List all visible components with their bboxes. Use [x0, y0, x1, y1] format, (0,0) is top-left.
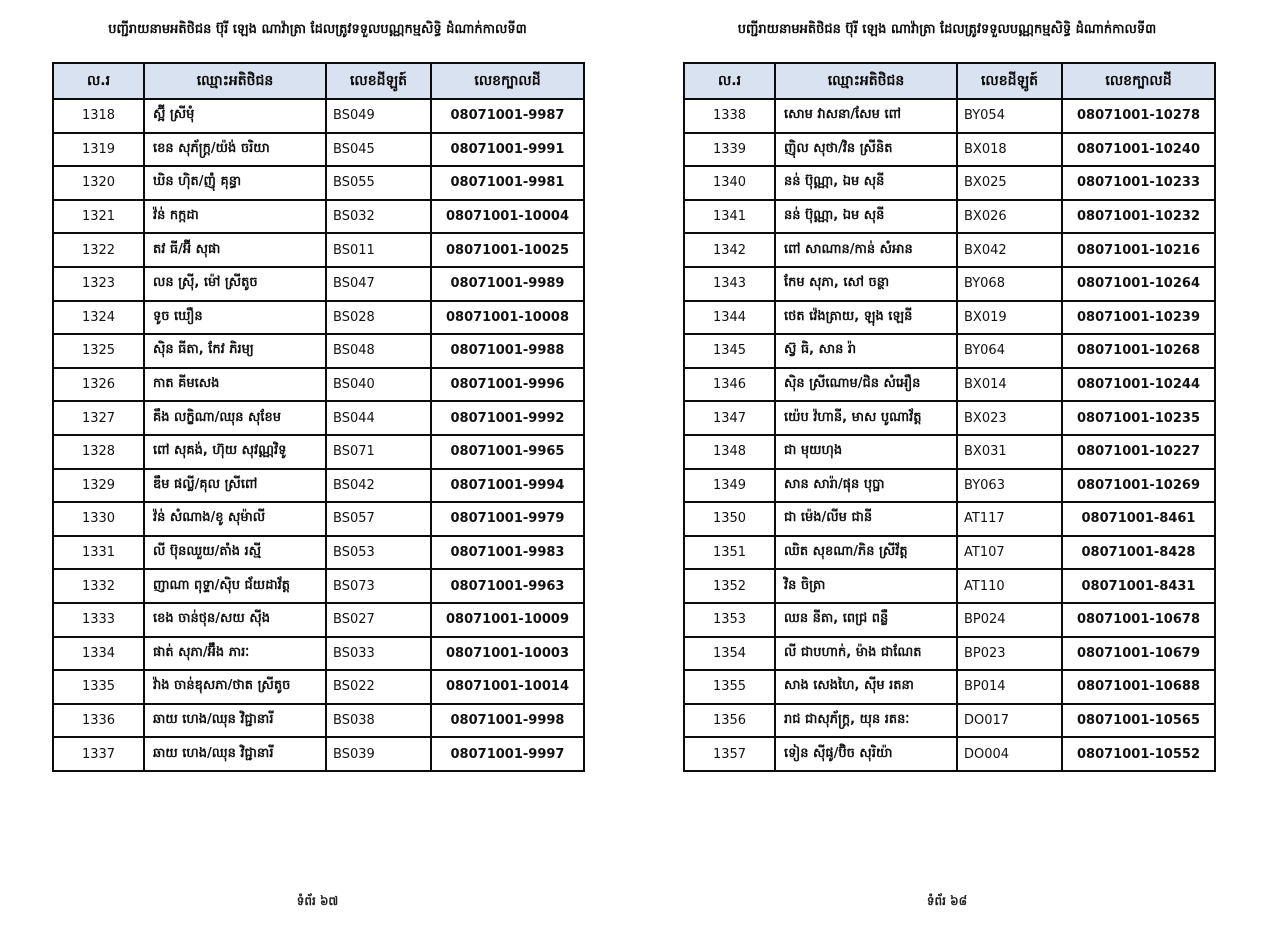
table-row [684, 301, 1215, 335]
customer-name-cell: ខេន សុភ័ក្ត្រ/យ៉ង់ ចរិយា [144, 133, 326, 167]
lot-number-cell: BS047 [326, 267, 431, 301]
table-row [684, 99, 1215, 133]
lot-number-cell: DO017 [957, 704, 1062, 738]
customer-name-cell: ញ៉ិល សុថា/វិន ស្រីនិត [775, 133, 957, 167]
parcel-number-cell: 08071001-10244 [1062, 368, 1215, 402]
lot-number-cell: BX019 [957, 301, 1062, 335]
row-number-cell: 1344 [684, 301, 775, 335]
parcel-number-cell: 08071001-10688 [1062, 670, 1215, 704]
table-row [53, 233, 584, 267]
parcel-number-cell: 08071001-10235 [1062, 401, 1215, 435]
customer-name-cell: ជា មុយហុង [775, 435, 957, 469]
customer-name-cell: លី ប៊ុនឈួយ/តាំង រស្មី [144, 536, 326, 570]
lot-number-cell: BS057 [326, 502, 431, 536]
parcel-number-cell: 08071001-9988 [431, 334, 584, 368]
customer-name-cell: លី ជាបហាក់, ម៉ាង ជាណែត [775, 637, 957, 671]
parcel-number-cell: 08071001-10240 [1062, 133, 1215, 167]
lot-number-cell: BX023 [957, 401, 1062, 435]
parcel-number-cell: 08071001-10003 [431, 637, 584, 671]
lot-number-cell: BS028 [326, 301, 431, 335]
parcel-number-cell: 08071001-9996 [431, 368, 584, 402]
row-number-cell: 1345 [684, 334, 775, 368]
page-left [52, 14, 583, 908]
lot-number-cell: BS032 [326, 200, 431, 234]
column-header-parcel-number: លេខក្បាលដី [431, 63, 584, 99]
table-row [684, 166, 1215, 200]
customer-name-cell: ស្អ៊ី ស្រីមុំ [144, 99, 326, 133]
customer-table-left [52, 62, 585, 772]
column-header-lot-number: លេខដីឡូត៍ [957, 63, 1062, 99]
row-number-cell: 1319 [53, 133, 144, 167]
customer-table-right [683, 62, 1216, 772]
table-row [53, 334, 584, 368]
row-number-cell: 1342 [684, 233, 775, 267]
lot-number-cell: AT117 [957, 502, 1062, 536]
table-row [684, 133, 1215, 167]
parcel-number-cell: 08071001-10278 [1062, 99, 1215, 133]
table-row [684, 200, 1215, 234]
customer-name-cell: វិន ចិត្រា [775, 569, 957, 603]
row-number-cell: 1348 [684, 435, 775, 469]
lot-number-cell: BS040 [326, 368, 431, 402]
row-number-cell: 1353 [684, 603, 775, 637]
column-header-customer-name: ឈ្មោះអតិថិជន [144, 63, 326, 99]
lot-number-cell: BS027 [326, 603, 431, 637]
table-row [53, 368, 584, 402]
lot-number-cell: BP024 [957, 603, 1062, 637]
table-row [53, 469, 584, 503]
customer-name-cell: ឌឹម ផល្លី/គុល ស្រីពៅ [144, 469, 326, 503]
lot-number-cell: BX042 [957, 233, 1062, 267]
customer-name-cell: នន់ ប៊ុណ្ណា, ឯម សុនី [775, 200, 957, 234]
lot-number-cell: BX025 [957, 166, 1062, 200]
row-number-cell: 1355 [684, 670, 775, 704]
row-number-cell: 1347 [684, 401, 775, 435]
row-number-cell: 1327 [53, 401, 144, 435]
parcel-number-cell: 08071001-9994 [431, 469, 584, 503]
row-number-cell: 1334 [53, 637, 144, 671]
lot-number-cell: BY068 [957, 267, 1062, 301]
lot-number-cell: BX014 [957, 368, 1062, 402]
table-row [684, 737, 1215, 771]
parcel-number-cell: 08071001-10679 [1062, 637, 1215, 671]
parcel-number-cell: 08071001-9983 [431, 536, 584, 570]
customer-name-cell: ឆាយ ហេង/ឈុន វិជ្ជានារី [144, 737, 326, 771]
customer-name-cell: ជា ម៉េង/លីម ជានី [775, 502, 957, 536]
table-row [684, 569, 1215, 603]
parcel-number-cell: 08071001-8431 [1062, 569, 1215, 603]
customer-name-cell: សាន សារ៉ា/ផុន បុប្ផា [775, 469, 957, 503]
parcel-number-cell: 08071001-10268 [1062, 334, 1215, 368]
parcel-number-cell: 08071001-9981 [431, 166, 584, 200]
row-number-cell: 1324 [53, 301, 144, 335]
customer-name-cell: លន ស្រ៊ី, ម៉ៅ ស្រីតូច [144, 267, 326, 301]
lot-number-cell: DO004 [957, 737, 1062, 771]
row-number-cell: 1331 [53, 536, 144, 570]
customer-name-cell: ញាណា ពុទ្ទា/ស៊ិប ជ័យដាវ័ត្ត [144, 569, 326, 603]
parcel-number-cell: 08071001-8428 [1062, 536, 1215, 570]
table-row [684, 603, 1215, 637]
row-number-cell: 1343 [684, 267, 775, 301]
parcel-number-cell: 08071001-9989 [431, 267, 584, 301]
row-number-cell: 1325 [53, 334, 144, 368]
customer-name-cell: ទៀន ស៊ីផូ/ប៊ិច សុរិយ៉ា [775, 737, 957, 771]
customer-name-cell: សាង សេងហៃ, ស៊ីម រតនា [775, 670, 957, 704]
table-row [53, 637, 584, 671]
column-header-customer-name: ឈ្មោះអតិថិជន [775, 63, 957, 99]
row-number-cell: 1326 [53, 368, 144, 402]
table-row [53, 99, 584, 133]
parcel-number-cell: 08071001-10565 [1062, 704, 1215, 738]
table-row [53, 401, 584, 435]
customer-name-cell: សោម វាសនា/សែម ពៅ [775, 99, 957, 133]
row-number-cell: 1350 [684, 502, 775, 536]
lot-number-cell: BS042 [326, 469, 431, 503]
parcel-number-cell: 08071001-10014 [431, 670, 584, 704]
table-row [684, 267, 1215, 301]
column-header-parcel-number: លេខក្បាលដី [1062, 63, 1215, 99]
table-row [53, 435, 584, 469]
customer-name-cell: គឹង លក្ខិណា/ឈុន សុខែម [144, 401, 326, 435]
table-row [53, 704, 584, 738]
table-row [53, 536, 584, 570]
parcel-number-cell: 08071001-9987 [431, 99, 584, 133]
parcel-number-cell: 08071001-9963 [431, 569, 584, 603]
lot-number-cell: BP014 [957, 670, 1062, 704]
table-header-row [684, 63, 1215, 99]
lot-number-cell: BS022 [326, 670, 431, 704]
customer-name-cell: រាជ ជាសុភ័ក្ត្រ, យុន រតនៈ [775, 704, 957, 738]
row-number-cell: 1336 [53, 704, 144, 738]
lot-number-cell: BS055 [326, 166, 431, 200]
customer-name-cell: ស៊ិន ធីតា, កែវ ភិរម្យ [144, 334, 326, 368]
table-row [684, 536, 1215, 570]
page-right [683, 14, 1211, 908]
table-row [684, 670, 1215, 704]
customer-name-cell: វ៉ន់ សំណាង/ខូ សុម៉ាលី [144, 502, 326, 536]
row-number-cell: 1346 [684, 368, 775, 402]
table-row [53, 200, 584, 234]
table-row [684, 368, 1215, 402]
column-header-row-number: ល.រ [53, 63, 144, 99]
parcel-number-cell: 08071001-9991 [431, 133, 584, 167]
row-number-cell: 1341 [684, 200, 775, 234]
customer-name-cell: ខេង ចាន់ថុន/សយ ស៊ីង [144, 603, 326, 637]
table-row [684, 704, 1215, 738]
table-header-row [53, 63, 584, 99]
lot-number-cell: BX026 [957, 200, 1062, 234]
lot-number-cell: BS033 [326, 637, 431, 671]
page-title: បញ្ជីរាយនាមអតិថិជន ប៊ុរី ឡេង ណាវ៉ាត្រា ដែលត្រូវទទួលបណ្ណកម្មសិទ្ធិ ដំណាក់កាលទី៣ [737, 22, 1157, 37]
customer-name-cell: ស៊ិន ស្រីណោម/ជិន សំអឿន [775, 368, 957, 402]
lot-number-cell: BY064 [957, 334, 1062, 368]
row-number-cell: 1357 [684, 737, 775, 771]
row-number-cell: 1339 [684, 133, 775, 167]
parcel-number-cell: 08071001-9992 [431, 401, 584, 435]
row-number-cell: 1337 [53, 737, 144, 771]
row-number-cell: 1322 [53, 233, 144, 267]
table-row [53, 166, 584, 200]
customer-name-cell: ទូច ឃឿន [144, 301, 326, 335]
table-row [53, 670, 584, 704]
table-row [684, 334, 1215, 368]
customer-name-cell: កាត គីមសេង [144, 368, 326, 402]
lot-number-cell: BS048 [326, 334, 431, 368]
parcel-number-cell: 08071001-10233 [1062, 166, 1215, 200]
row-number-cell: 1338 [684, 99, 775, 133]
lot-number-cell: BS053 [326, 536, 431, 570]
table-row [684, 233, 1215, 267]
lot-number-cell: BX031 [957, 435, 1062, 469]
lot-number-cell: BP023 [957, 637, 1062, 671]
parcel-number-cell: 08071001-10264 [1062, 267, 1215, 301]
customer-name-cell: វ៉ន់ កក្កដា [144, 200, 326, 234]
parcel-number-cell: 08071001-10004 [431, 200, 584, 234]
lot-number-cell: BY063 [957, 469, 1062, 503]
customer-name-cell: វ៉ាង ចាន់ឌុសភា/ថាត ស្រីតូច [144, 670, 326, 704]
page-title: បញ្ជីរាយនាមអតិថិជន ប៊ុរី ឡេង ណាវ៉ាត្រា ដែលត្រូវទទួលបណ្ណកម្មសិទ្ធិ ដំណាក់កាលទី៣ [108, 22, 527, 37]
customer-name-cell: តវ ធី/អ៊ី សុផា [144, 233, 326, 267]
row-number-cell: 1351 [684, 536, 775, 570]
parcel-number-cell: 08071001-10232 [1062, 200, 1215, 234]
row-number-cell: 1328 [53, 435, 144, 469]
table-row [53, 569, 584, 603]
customer-name-cell: ឈន នីតា, ពេជ្រ ពន្លឺ [775, 603, 957, 637]
page-number-right: ទំព័រ ៦៨ [926, 894, 968, 908]
lot-number-cell: BS044 [326, 401, 431, 435]
parcel-number-cell: 08071001-10269 [1062, 469, 1215, 503]
table-row [684, 502, 1215, 536]
table-row [53, 301, 584, 335]
table-row [53, 737, 584, 771]
table-row [53, 502, 584, 536]
customer-name-cell: ពៅ សុគង់, ហ៊ុយ សុវណ្ណវិទូ [144, 435, 326, 469]
parcel-number-cell: 08071001-10552 [1062, 737, 1215, 771]
lot-number-cell: BS071 [326, 435, 431, 469]
lot-number-cell: BX018 [957, 133, 1062, 167]
customer-name-cell: ឈិត សុខណា/ភិន ស្រីវ័ត្ត [775, 536, 957, 570]
parcel-number-cell: 08071001-10025 [431, 233, 584, 267]
parcel-number-cell: 08071001-9979 [431, 502, 584, 536]
row-number-cell: 1335 [53, 670, 144, 704]
row-number-cell: 1330 [53, 502, 144, 536]
parcel-number-cell: 08071001-9997 [431, 737, 584, 771]
customer-name-cell: ស៊្វ ធិ, សាន រ៉ា [775, 334, 957, 368]
row-number-cell: 1329 [53, 469, 144, 503]
customer-name-cell: យ៉េប វ៉ហានី, មាស បូណាវ័ត្ត [775, 401, 957, 435]
column-header-lot-number: លេខដីឡូត៍ [326, 63, 431, 99]
customer-name-cell: ឃិន ហ៊ិត/ញ៉ុំ គុន្ធា [144, 166, 326, 200]
table-row [53, 267, 584, 301]
table-row [684, 435, 1215, 469]
table-row [684, 637, 1215, 671]
lot-number-cell: AT110 [957, 569, 1062, 603]
lot-number-cell: BS045 [326, 133, 431, 167]
parcel-number-cell: 08071001-9965 [431, 435, 584, 469]
table-row [684, 469, 1215, 503]
lot-number-cell: BS011 [326, 233, 431, 267]
row-number-cell: 1332 [53, 569, 144, 603]
parcel-number-cell: 08071001-10216 [1062, 233, 1215, 267]
parcel-number-cell: 08071001-10678 [1062, 603, 1215, 637]
lot-number-cell: BS039 [326, 737, 431, 771]
lot-number-cell: AT107 [957, 536, 1062, 570]
customer-name-cell: ថេត វ៉េងត្រាយ, ឡុង ឡេនី [775, 301, 957, 335]
table-row [53, 603, 584, 637]
lot-number-cell: BY054 [957, 99, 1062, 133]
column-header-row-number: ល.រ [684, 63, 775, 99]
parcel-number-cell: 08071001-8461 [1062, 502, 1215, 536]
row-number-cell: 1321 [53, 200, 144, 234]
row-number-cell: 1340 [684, 166, 775, 200]
parcel-number-cell: 08071001-10239 [1062, 301, 1215, 335]
row-number-cell: 1318 [53, 99, 144, 133]
customer-name-cell: ពៅ សាណាន/កាន់ សំអាន [775, 233, 957, 267]
row-number-cell: 1323 [53, 267, 144, 301]
row-number-cell: 1333 [53, 603, 144, 637]
page-number-left: ទំព័រ ៦៧ [296, 894, 339, 908]
parcel-number-cell: 08071001-10009 [431, 603, 584, 637]
table-row [684, 401, 1215, 435]
customer-name-cell: នន់ ប៊ុណ្ណា, ឯម សុនី [775, 166, 957, 200]
lot-number-cell: BS073 [326, 569, 431, 603]
customer-name-cell: ផាត់ សុភា/អ៊ឹង ភារៈ [144, 637, 326, 671]
row-number-cell: 1349 [684, 469, 775, 503]
customer-name-cell: កែម សុភា, សៅ ចន្ថា [775, 267, 957, 301]
table-row [53, 133, 584, 167]
customer-name-cell: ឆាយ ហេង/ឈុន វិជ្ជានារី [144, 704, 326, 738]
row-number-cell: 1356 [684, 704, 775, 738]
row-number-cell: 1352 [684, 569, 775, 603]
lot-number-cell: BS049 [326, 99, 431, 133]
row-number-cell: 1354 [684, 637, 775, 671]
parcel-number-cell: 08071001-10008 [431, 301, 584, 335]
parcel-number-cell: 08071001-9998 [431, 704, 584, 738]
row-number-cell: 1320 [53, 166, 144, 200]
lot-number-cell: BS038 [326, 704, 431, 738]
parcel-number-cell: 08071001-10227 [1062, 435, 1215, 469]
